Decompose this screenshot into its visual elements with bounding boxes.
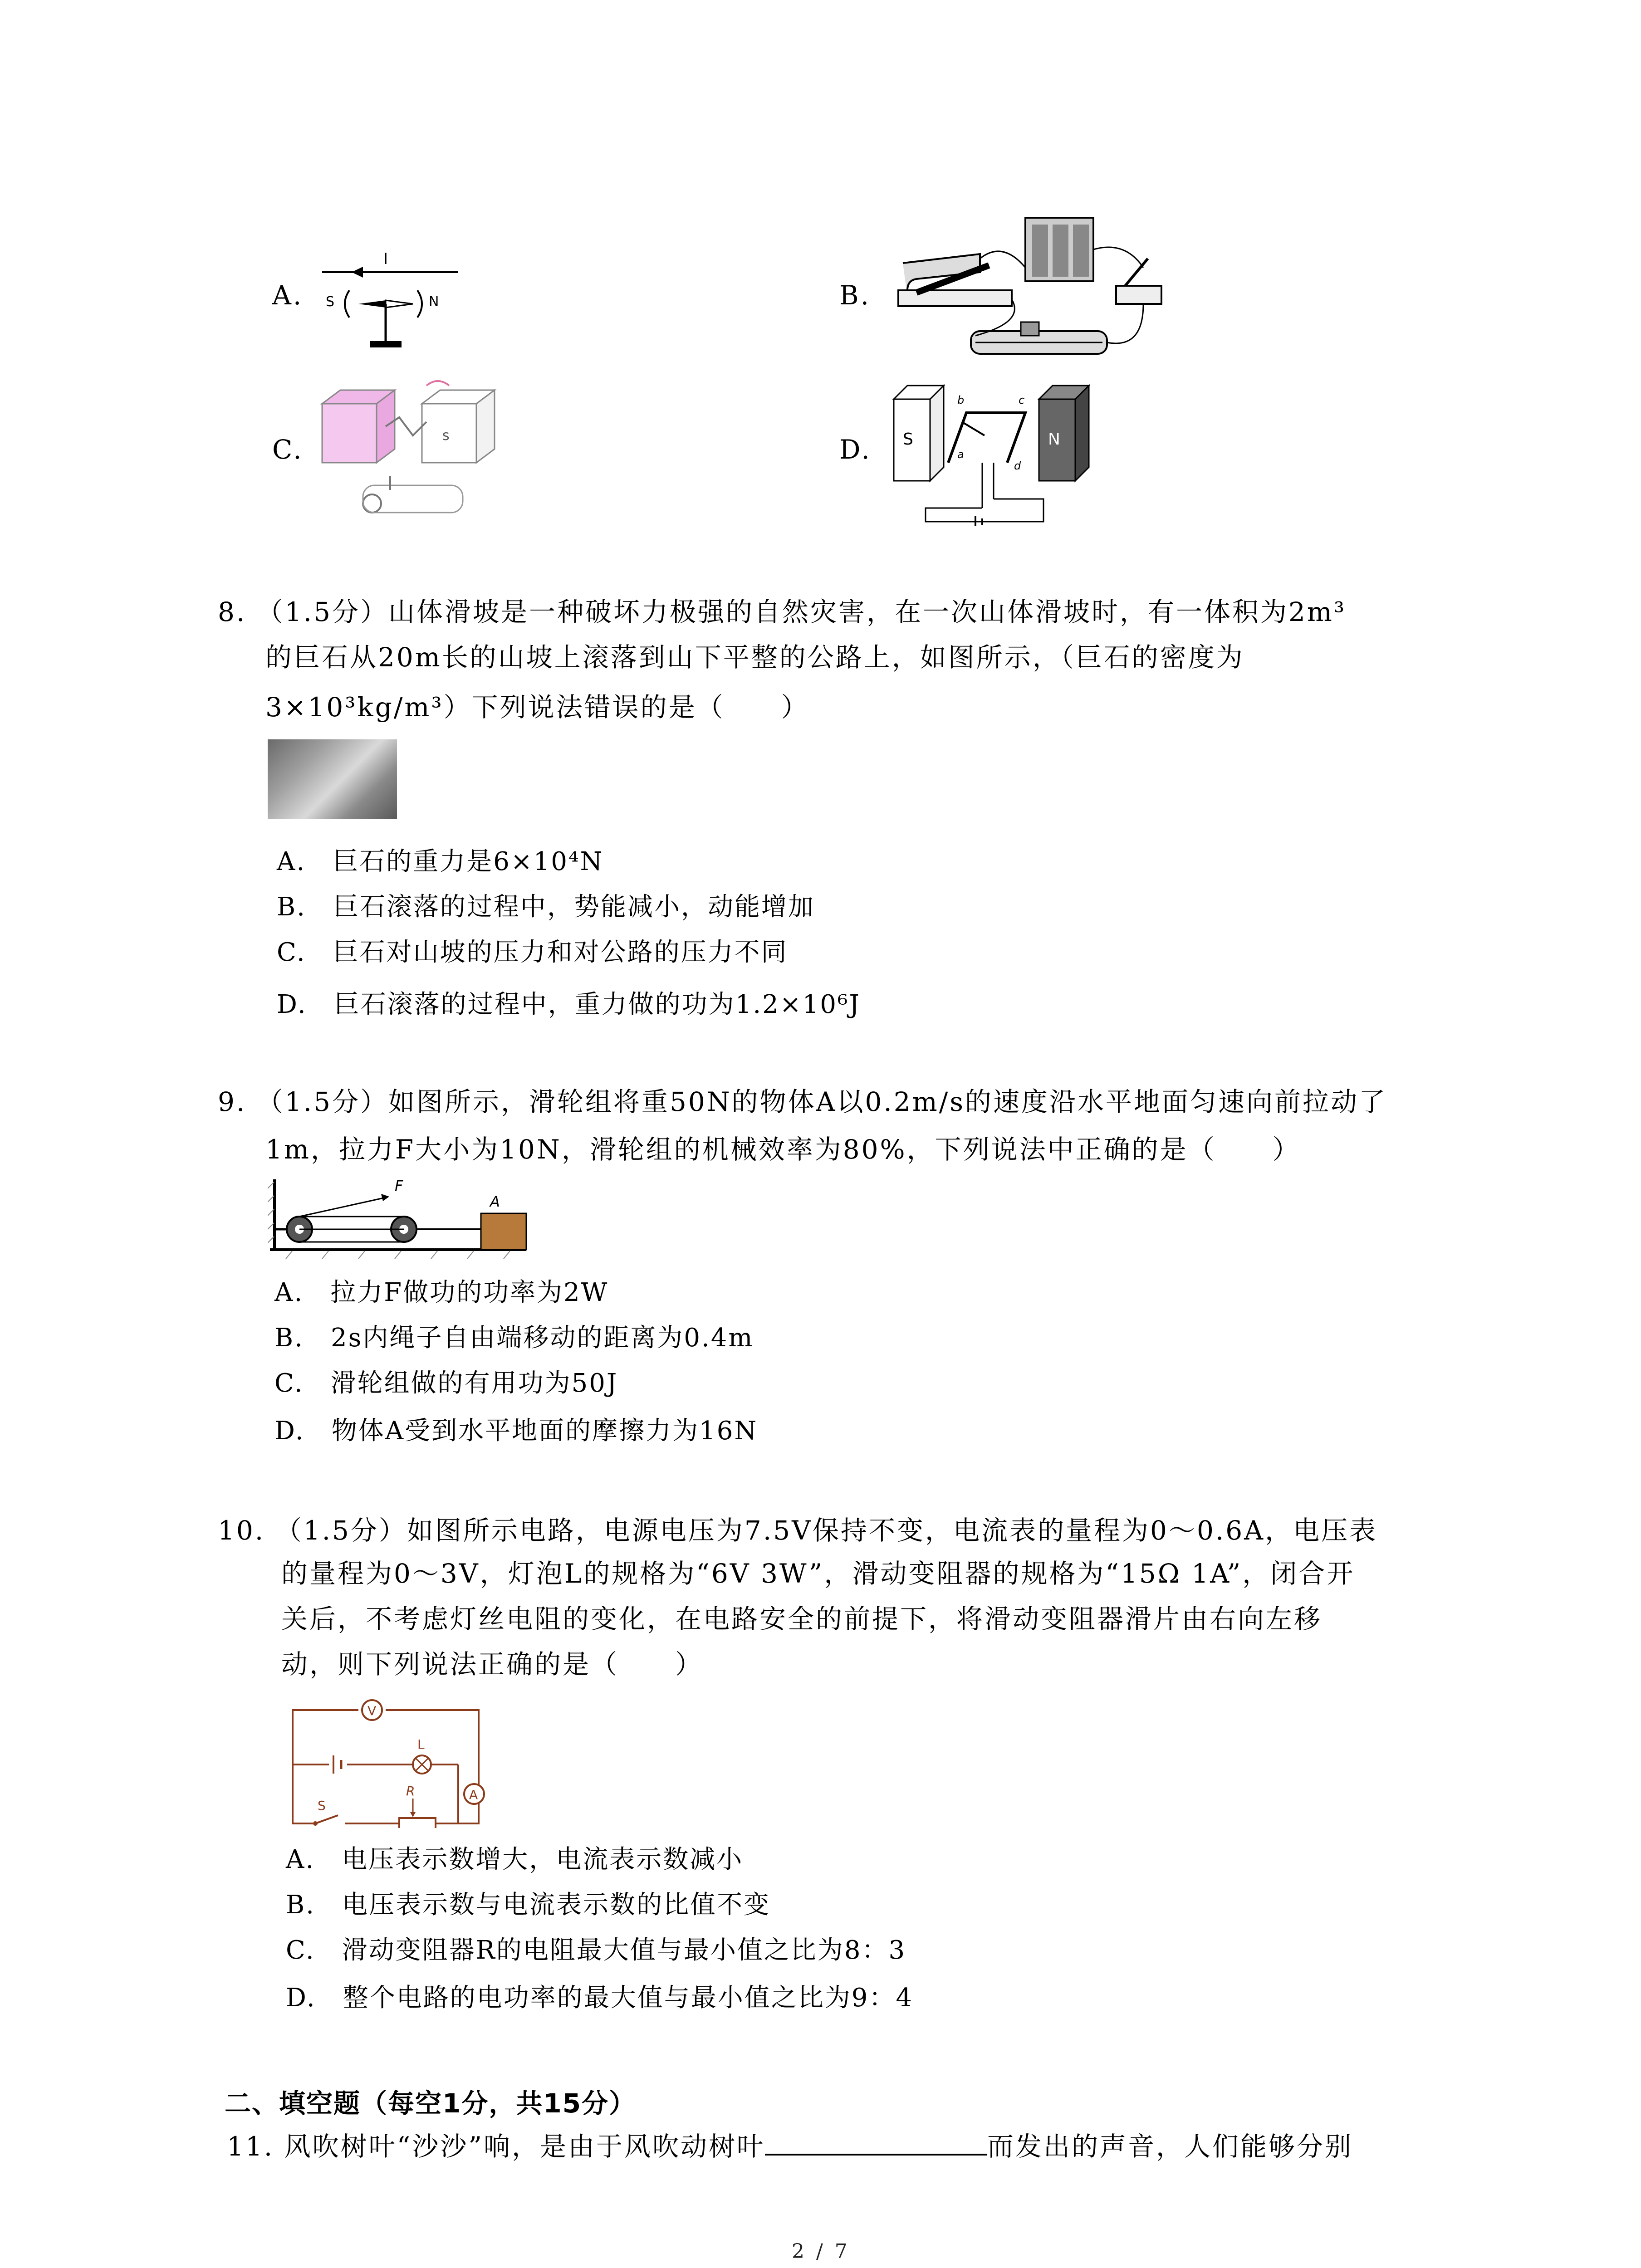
- object-label: A: [490, 1193, 500, 1210]
- q8-option-a: A. 巨石的重力是6×10⁴N: [277, 847, 604, 876]
- q9-option-b: B. 2s内绳子自由端移动的距离为0.4m: [274, 1323, 754, 1353]
- rheostat-label: R: [406, 1784, 415, 1799]
- q7-figure-a-compass: [318, 245, 467, 358]
- lamp-label: L: [417, 1737, 425, 1752]
- q7-option-c-label: C.: [272, 434, 304, 465]
- q8-stem-line-3: 3×10³kg/m³）下列说法错误的是（ ）: [265, 692, 809, 723]
- q8-stem-line-1: 8. （1.5分）山体滑坡是一种破坏力极强的自然灾害，在一次山体滑坡时，有一体积为2m³: [218, 596, 1347, 627]
- ammeter-label: A: [469, 1787, 478, 1802]
- q10-stem-line-2: 的量程为0～3V，灯泡L的规格为“6V 3W”，滑动变阻器的规格为“15Ω 1A”，闭合开: [281, 1558, 1355, 1589]
- svg-text:d: d: [1014, 459, 1021, 472]
- q8-option-b: B. 巨石滚落的过程中，势能减小，动能增加: [277, 892, 815, 922]
- q8-option-d: D. 巨石滚落的过程中，重力做的功为1.2×10⁶J: [277, 990, 861, 1019]
- q7-figure-b-apparatus: [889, 213, 1166, 381]
- q11-answer-blank[interactable]: [765, 2131, 987, 2156]
- svg-text:S: S: [326, 294, 335, 310]
- svg-text:N: N: [429, 294, 439, 310]
- q9-stem-line-1: 9. （1.5分）如图所示，滑轮组将重50N的物体A以0.2m/s的速度沿水平地面匀速向前拉动了: [218, 1086, 1387, 1117]
- svg-text:c: c: [1019, 394, 1025, 406]
- q8-landslide-photo: [268, 739, 397, 819]
- q10-option-a: A. 电压表示数增大，电流表示数减小: [286, 1845, 744, 1874]
- q10-stem-line-3: 关后，不考虑灯丝电阻的变化，在电路安全的前提下，将滑动变阻器滑片由右向左移: [281, 1603, 1323, 1634]
- page-number: 2 / 7: [792, 2240, 850, 2263]
- current-label: I: [383, 250, 388, 268]
- q7-option-a-label: A.: [272, 280, 304, 311]
- q8-stem-line-2: 的巨石从20m长的山坡上滚落到山下平整的公路上，如图所示，（巨石的密度为: [265, 642, 1244, 673]
- svg-text:s: s: [442, 428, 450, 444]
- q9-stem-line-2: 1m，拉力F大小为10N，滑轮组的机械效率为80%，下列说法中正确的是（ ）: [265, 1134, 1301, 1165]
- q7-figure-c-generator: [318, 372, 499, 522]
- q10-stem-line-4: 动，则下列说法正确的是（ ）: [281, 1649, 704, 1680]
- q8-option-c: C. 巨石对山坡的压力和对公路的压力不同: [277, 938, 788, 967]
- q9-option-c: C. 滑轮组做的有用功为50J: [274, 1369, 618, 1398]
- q7-figure-d-motor: [889, 372, 1102, 526]
- svg-text:b: b: [957, 394, 965, 406]
- q11-stem: 11. 风吹树叶“沙沙”响，是由于风吹动树叶 而发出的声音，人们能够分别: [227, 2131, 1353, 2162]
- q10-option-b: B. 电压表示数与电流表示数的比值不变: [286, 1890, 770, 1920]
- q9-pulley-figure: [268, 1170, 531, 1261]
- q9-option-a: A. 拉力F做功的功率为2W: [274, 1278, 609, 1307]
- force-label: F: [395, 1177, 403, 1194]
- svg-text:a: a: [957, 448, 964, 461]
- q7-option-d-label: D.: [839, 434, 872, 465]
- q10-circuit-diagram: [286, 1696, 490, 1828]
- q10-option-c: C. 滑动变阻器R的电阻最大值与最小值之比为8：3: [286, 1936, 906, 1965]
- svg-text:N: N: [1048, 430, 1060, 449]
- section-title: 二、填空题（每空1分，共15分）: [225, 2088, 637, 2119]
- q7-option-b-label: B.: [839, 280, 871, 311]
- voltmeter-label: V: [367, 1703, 377, 1718]
- switch-label: S: [318, 1798, 326, 1813]
- q10-option-d: D. 整个电路的电功率的最大值与最小值之比为9：4: [286, 1983, 913, 2013]
- q9-option-d: D. 物体A受到水平地面的摩擦力为16N: [274, 1416, 758, 1446]
- q10-stem-line-1: 10. （1.5分）如图所示电路，电源电压为7.5V保持不变，电流表的量程为0～0.6A，电压表: [218, 1515, 1378, 1546]
- svg-text:S: S: [903, 430, 913, 449]
